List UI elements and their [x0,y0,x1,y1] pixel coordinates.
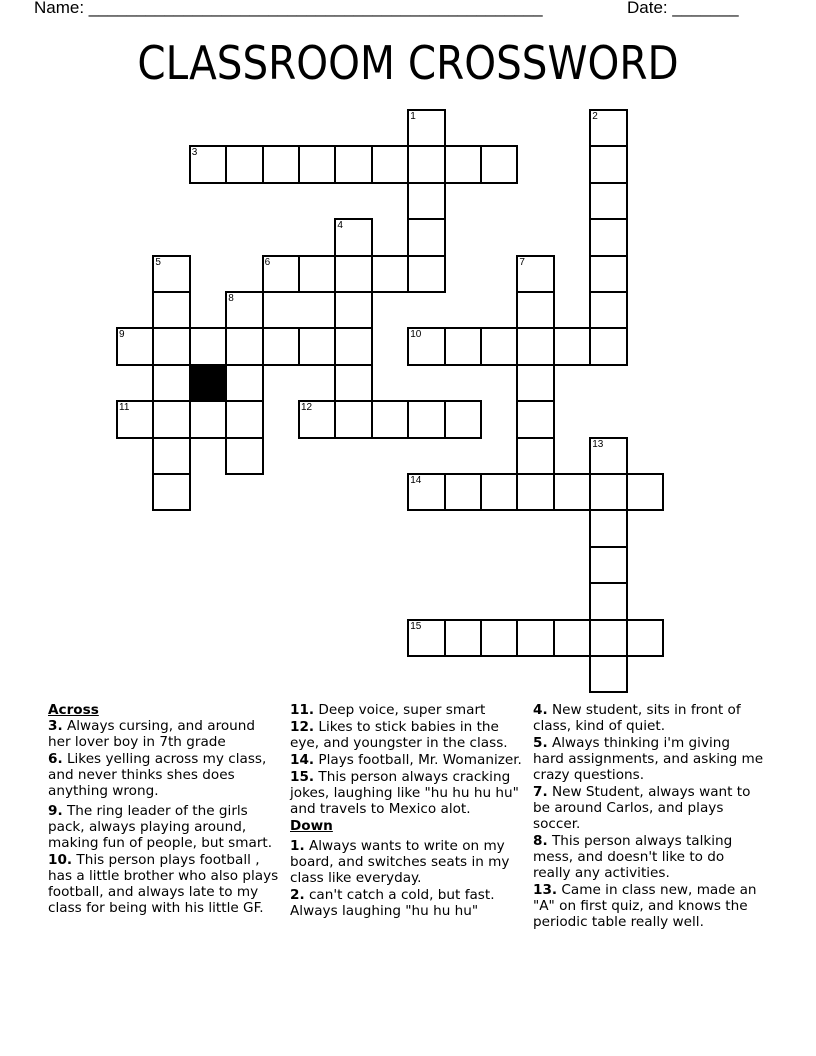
clue-number: 9 [119,329,125,341]
grid-cell[interactable] [225,145,263,183]
grid-cell[interactable] [262,327,300,365]
clue-number: 3 [191,147,198,159]
grid-cell[interactable] [444,619,482,657]
grid-cell[interactable] [516,364,554,402]
clues-column-3 [533,702,765,931]
grid-cell[interactable] [152,473,190,511]
grid-cell[interactable] [407,473,445,511]
clue-down-13: 13. Came in class new, made an "A" on first quiz, and knows the periodic table really well. [533,882,757,930]
grid-cell[interactable] [152,364,190,402]
across-heading: Across [48,702,99,718]
grid-cell[interactable] [152,255,190,293]
grid-cell[interactable] [116,400,154,438]
grid-cell[interactable] [516,473,554,511]
grid-cell[interactable] [589,437,627,475]
grid-cell[interactable] [298,400,336,438]
page-title: CLASSROOM CROSSWORD [137,36,679,90]
grid-cell[interactable] [480,619,518,657]
clue-across-10: 10. This person plays football , has a little brother who also plays football, and always late to my class for being with his little GF. [48,852,279,916]
grid-cell[interactable] [589,546,627,584]
grid-cell[interactable] [189,145,227,183]
grid-cell[interactable] [553,327,591,365]
clue-across-12: 12. Likes to stick babies in the eye, and youngster in the class. [290,719,508,751]
grid-cell[interactable] [371,400,409,438]
grid-cell[interactable] [589,655,627,693]
grid-cell[interactable] [152,400,190,438]
grid-cell[interactable] [407,145,445,183]
clue-number: 8 [228,293,234,304]
grid-cell[interactable] [516,619,554,657]
grid-cell[interactable] [589,473,627,511]
clue-number: 1 [410,111,416,122]
clue-number: 4 [337,220,343,232]
grid-cell[interactable] [262,145,300,183]
grid-cell[interactable] [334,400,372,438]
grid-cell[interactable] [626,619,664,657]
grid-cell[interactable] [553,473,591,511]
grid-cell[interactable] [589,218,627,256]
clue-down-4: 4. New student, sits in front of class, kind of quiet. [533,702,741,734]
clue-number: 7 [519,256,525,268]
grid-cell[interactable] [480,327,518,365]
grid-cell[interactable] [152,291,190,329]
grid-cell[interactable] [589,109,627,147]
grid-cell[interactable] [152,327,190,365]
grid-cell[interactable] [334,327,372,365]
grid-cell[interactable] [589,327,627,365]
name-field[interactable]: Name: ________________________________________________ [34,0,543,17]
grid-cell[interactable] [298,145,336,183]
grid-cell[interactable] [516,437,554,475]
grid-cell[interactable] [298,255,336,293]
grid-cell[interactable] [444,473,482,511]
grid-cell[interactable] [516,255,554,293]
grid-cell[interactable] [225,327,263,365]
grid-cell[interactable] [626,473,664,511]
clue-number: 11 [119,402,130,414]
grid-cell[interactable] [589,509,627,547]
clue-across-3: 3. Always cursing, and around her lover boy in 7th grade [48,718,256,750]
clue-number: 2 [592,111,598,122]
clue-number: 10 [410,329,422,341]
grid-cell[interactable] [334,364,372,402]
grid-cell[interactable] [589,582,627,620]
grid-cell[interactable] [553,619,591,657]
black-cell [189,364,227,402]
grid-cell[interactable] [444,145,482,183]
clue-down-1: 1. Always wants to write on my board, and switches seats in my class like everyday. [290,838,510,886]
grid-cell[interactable] [444,327,482,365]
clue-down-2: 2. can't catch a cold, but fast. Always laughing "hu hu hu" [290,887,495,919]
grid-cell[interactable] [589,255,627,293]
grid-cell[interactable] [516,400,554,438]
grid-cell[interactable] [334,145,372,183]
clue-number: 14 [410,475,422,486]
grid-cell[interactable] [334,218,372,256]
grid-cell[interactable] [444,400,482,438]
grid-cell[interactable] [116,327,154,365]
grid-cell[interactable] [407,255,445,293]
grid-cell[interactable] [480,473,518,511]
clue-number: 15 [410,620,422,632]
grid-cell[interactable] [225,364,263,402]
grid-cell[interactable] [189,400,227,438]
clue-across-9: 9. The ring leader of the girls pack, always playing around, making fun of people, but smart. [48,803,273,851]
grid-cell[interactable] [516,327,554,365]
down-heading: Down [290,818,333,834]
clue-across-6: 6. Likes yelling across my class, and never thinks shes does anything wrong. [48,751,267,799]
grid-cell[interactable] [407,619,445,657]
grid-cell[interactable] [407,218,445,256]
grid-cell[interactable] [189,327,227,365]
grid-cell[interactable] [407,109,445,147]
grid-cell[interactable] [371,145,409,183]
clue-number: 12 [301,402,313,414]
grid-cell[interactable] [407,400,445,438]
grid-cell[interactable] [407,182,445,220]
clue-across-14: 14. Plays football, Mr. Womanizer. [290,752,522,768]
grid-cell[interactable] [225,400,263,438]
clue-number: 6 [264,256,271,268]
grid-cell[interactable] [334,291,372,329]
grid-cell[interactable] [298,327,336,365]
clue-down-5: 5. Always thinking i'm giving hard assignments, and asking me crazy questions. [533,735,764,783]
grid-cell[interactable] [371,255,409,293]
clues-column-2 [290,702,526,920]
grid-cell[interactable] [589,182,627,220]
clue-down-8: 8. This person always talking mess, and doesn't like to do really any activities. [533,833,733,881]
grid-cell[interactable] [589,291,627,329]
clue-across-15: 15. This person always cracking jokes, laughing like "hu hu hu hu" and travels to Mexico alot. [290,769,519,817]
clue-down-7: 7. New Student, always want to be around Carlos, and plays soccer. [533,784,751,832]
clue-across-11: 11. Deep voice, super smart [290,702,486,718]
clues-column-1 [48,702,280,917]
grid-cell[interactable] [152,437,190,475]
grid-cell[interactable] [589,619,627,657]
grid-cell[interactable] [225,291,263,329]
grid-cell[interactable] [407,327,445,365]
grid-cell[interactable] [480,145,518,183]
grid-cell[interactable] [516,291,554,329]
grid-cell[interactable] [262,255,300,293]
grid-cell[interactable] [225,437,263,475]
grid-cell[interactable] [589,145,627,183]
date-field[interactable]: Date: _______ [627,0,739,17]
clue-number: 5 [155,256,161,268]
grid-cell[interactable] [334,255,372,293]
clue-number: 13 [592,438,604,450]
